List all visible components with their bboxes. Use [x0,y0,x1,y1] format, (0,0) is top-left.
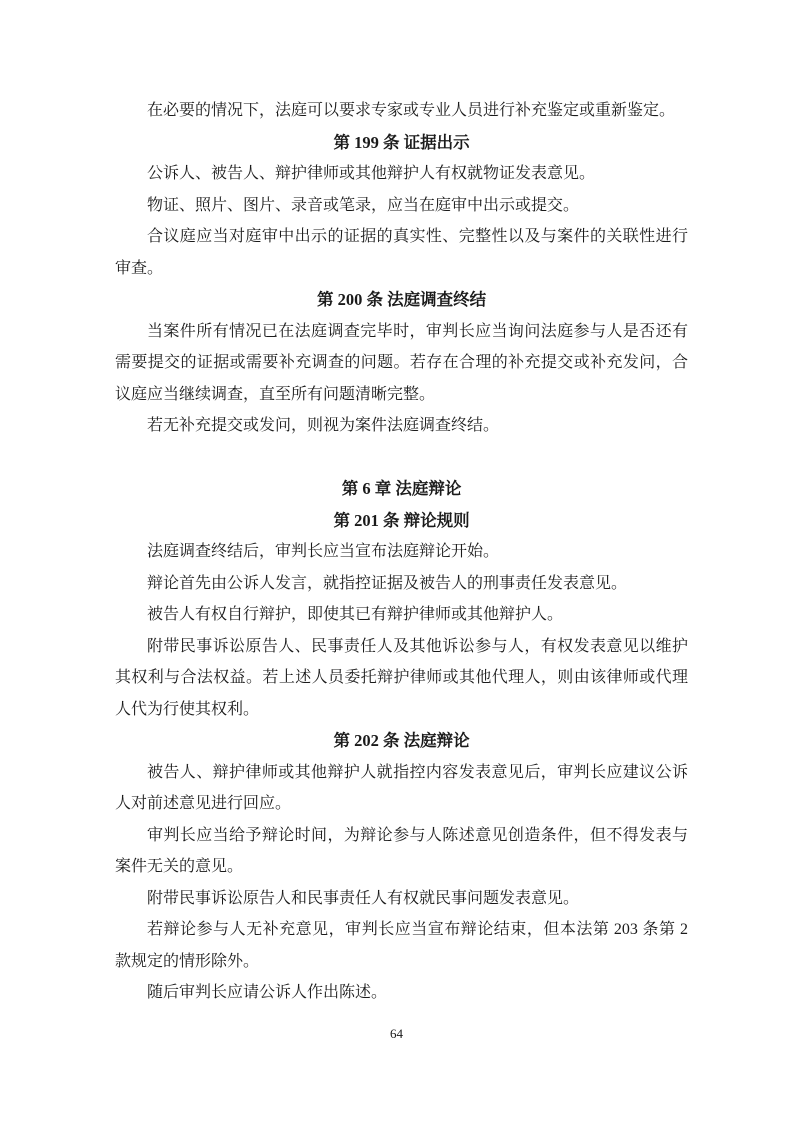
paragraph: 合议庭应当对庭审中出示的证据的真实性、完整性以及与案件的关联性进行审查。 [115,228,688,277]
chapter-heading-6: 第 6 章 法庭辩论 [341,479,462,498]
paragraph: 附带民事诉讼原告人、民事责任人及其他诉讼参与人，有权发表意见以维护其权利与合法权益。若上述人员委托辩护律师或其他代理人，则由该律师或代理人代为行使其权利。 [115,637,688,718]
paragraph: 随后审判长应请公诉人作出陈述。 [147,984,388,1001]
paragraph: 物证、照片、图片、录音或笔录，应当在庭审中出示或提交。 [147,196,580,214]
paragraph: 辩论首先由公诉人发言，就指控证据及被告人的刑事责任发表意见。 [147,574,628,592]
page-footer [0,1026,793,1042]
paragraph: 法庭调查终结后，审判长应当宣布法庭辩论开始。 [147,543,500,560]
paragraph: 当案件所有情况已在法庭调查完毕时，审判长应当询问法庭参与人是否还有需要提交的证据或需要补充调查的问题。若存在合理的补充提交或补充发问，合议庭应当继续调查，直至所有问题清晰完整。 [115,322,688,403]
paragraph: 被告人、辩护律师或其他辩护人就指控内容发表意见后，审判长应建议公诉人对前述意见进行回应。 [115,763,688,812]
paragraph: 在必要的情况下，法庭可以要求专家或专业人员进行补充鉴定或重新鉴定。 [147,102,676,119]
paragraph: 被告人有权自行辩护，即使其已有辩护律师或其他辩护人。 [147,606,564,623]
article-heading-202: 第 202 条 法庭辩论 [333,731,470,750]
paragraph: 附带民事诉讼原告人和民事责任人有权就民事问题发表意见。 [147,889,580,907]
page-number: 64 [390,1026,403,1041]
paragraph: 若无补充提交或发问，则视为案件法庭调查终结。 [147,417,500,434]
article-heading-199: 第 199 条 证据出示 [333,132,470,152]
paragraph: 若辩论参与人无补充意见，审判长应当宣布辩论结束，但本法第 203 条第 2 款规定的情形除外。 [115,921,688,970]
paragraph: 公诉人、被告人、辩护律师或其他辩护人有权就物证发表意见。 [147,165,596,182]
article-heading-201: 第 201 条 辩论规则 [333,510,470,530]
article-heading-200: 第 200 条 法庭调查终结 [316,290,487,309]
paragraph: 审判长应当给予辩论时间，为辩论参与人陈述意见创造条件，但不得发表与案件无关的意见。 [115,826,688,875]
document-content [115,95,688,1009]
